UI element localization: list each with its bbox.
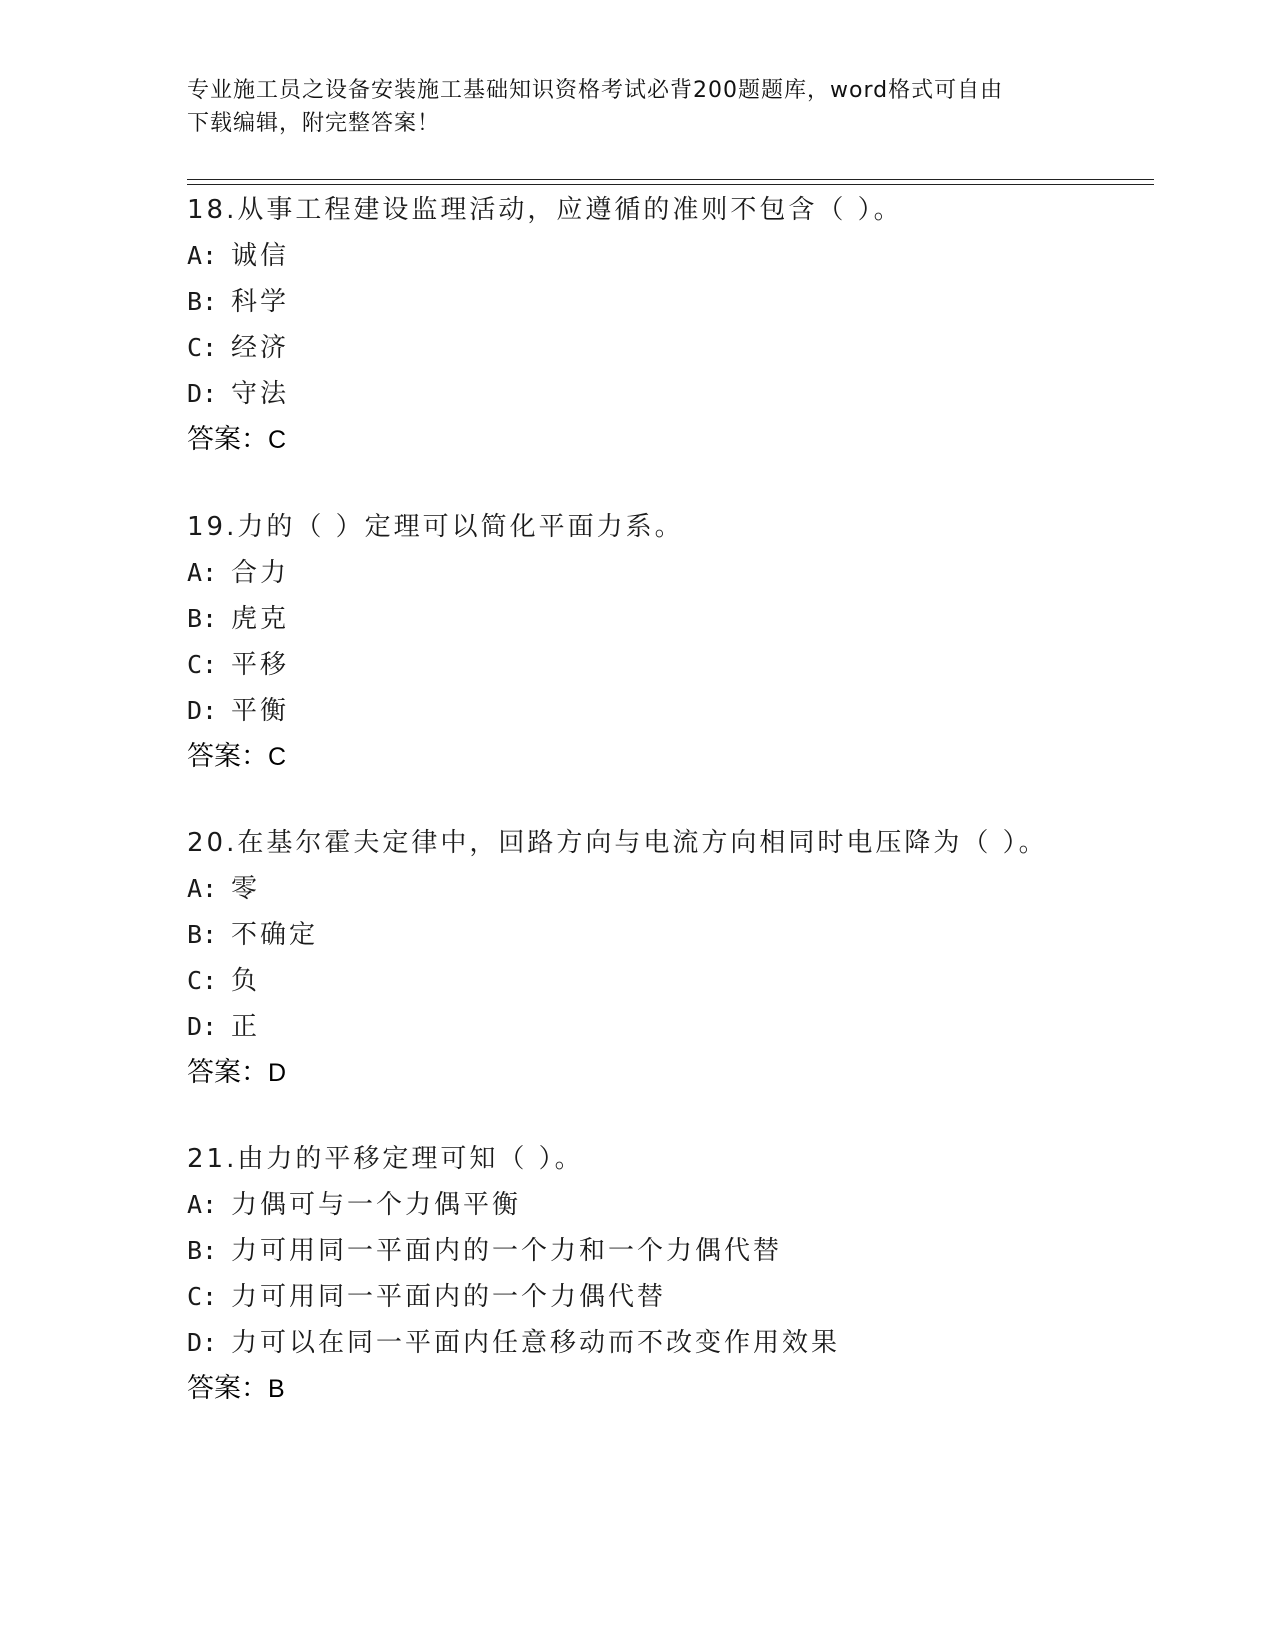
answer-value: B (268, 1375, 285, 1403)
option-c (187, 958, 1147, 1004)
header-divider-top (187, 179, 1154, 180)
option-c (187, 1274, 1147, 1320)
option-d (187, 688, 1147, 734)
question-stem: 21.由力的平移定理可知（ ）。 (187, 1144, 584, 1174)
answer-value: C (268, 743, 287, 771)
option-text: 力可用同一平面内的一个力偶代替 (231, 1282, 667, 1312)
answer-line (187, 417, 1147, 463)
answer-label: 答案： (187, 424, 268, 455)
option-key: B: (187, 1236, 218, 1265)
option-text: 正 (231, 1012, 261, 1042)
option-c (187, 642, 1147, 688)
option-text: 平衡 (231, 696, 290, 726)
header-divider-bottom (187, 184, 1154, 185)
option-b (187, 279, 1147, 325)
question-19 (187, 504, 1147, 780)
option-key: C: (187, 333, 218, 362)
question-stem: 20.在基尔霍夫定律中，回路方向与电流方向相同时电压降为（ ）。 (187, 828, 1048, 858)
option-text: 平移 (231, 650, 290, 680)
option-key: A: (187, 874, 218, 903)
question-21 (187, 1136, 1147, 1412)
option-a (187, 1182, 1147, 1228)
option-key: D: (187, 696, 218, 725)
option-b (187, 596, 1147, 642)
option-d (187, 371, 1147, 417)
option-key: D: (187, 1012, 218, 1041)
option-text: 负 (231, 966, 261, 996)
option-text: 合力 (231, 558, 290, 588)
answer-label: 答案： (187, 741, 268, 772)
answer-line (187, 1050, 1147, 1096)
option-key: A: (187, 241, 218, 270)
option-key: B: (187, 920, 218, 949)
option-b (187, 912, 1147, 958)
option-key: D: (187, 1328, 218, 1357)
option-text: 不确定 (231, 920, 319, 950)
option-text: 零 (231, 874, 261, 904)
document-header (187, 74, 1067, 140)
answer-line (187, 734, 1147, 780)
option-d (187, 1320, 1147, 1366)
question-18 (187, 187, 1147, 463)
option-c (187, 325, 1147, 371)
option-text: 科学 (231, 287, 290, 317)
answer-value: D (268, 1059, 287, 1087)
option-key: D: (187, 379, 218, 408)
answer-line (187, 1366, 1147, 1412)
option-key: B: (187, 604, 218, 633)
question-stem: 18.从事工程建设监理活动，应遵循的准则不包含（ ）。 (187, 195, 903, 225)
option-a (187, 866, 1147, 912)
header-line-2: 下载编辑，附完整答案！ (187, 111, 441, 136)
option-a (187, 550, 1147, 596)
header-line-1: 专业施工员之设备安装施工基础知识资格考试必背200题题库，word格式可自由 (187, 78, 1004, 103)
option-key: C: (187, 1282, 218, 1311)
option-d (187, 1004, 1147, 1050)
option-text: 诚信 (231, 241, 290, 271)
answer-value: C (268, 426, 287, 454)
option-text: 力可用同一平面内的一个力和一个力偶代替 (231, 1236, 783, 1266)
option-text: 守法 (231, 379, 290, 409)
option-text: 力可以在同一平面内任意移动而不改变作用效果 (231, 1328, 841, 1358)
answer-label: 答案： (187, 1373, 268, 1404)
option-a (187, 233, 1147, 279)
option-b (187, 1228, 1147, 1274)
answer-label: 答案： (187, 1057, 268, 1088)
option-text: 虎克 (231, 604, 290, 634)
option-key: C: (187, 966, 218, 995)
option-text: 经济 (231, 333, 290, 363)
option-key: A: (187, 1190, 218, 1219)
option-key: C: (187, 650, 218, 679)
option-key: A: (187, 558, 218, 587)
option-text: 力偶可与一个力偶平衡 (231, 1190, 522, 1220)
option-key: B: (187, 287, 218, 316)
question-stem: 19.力的（ ）定理可以简化平面力系。 (187, 512, 684, 542)
question-20 (187, 820, 1147, 1096)
